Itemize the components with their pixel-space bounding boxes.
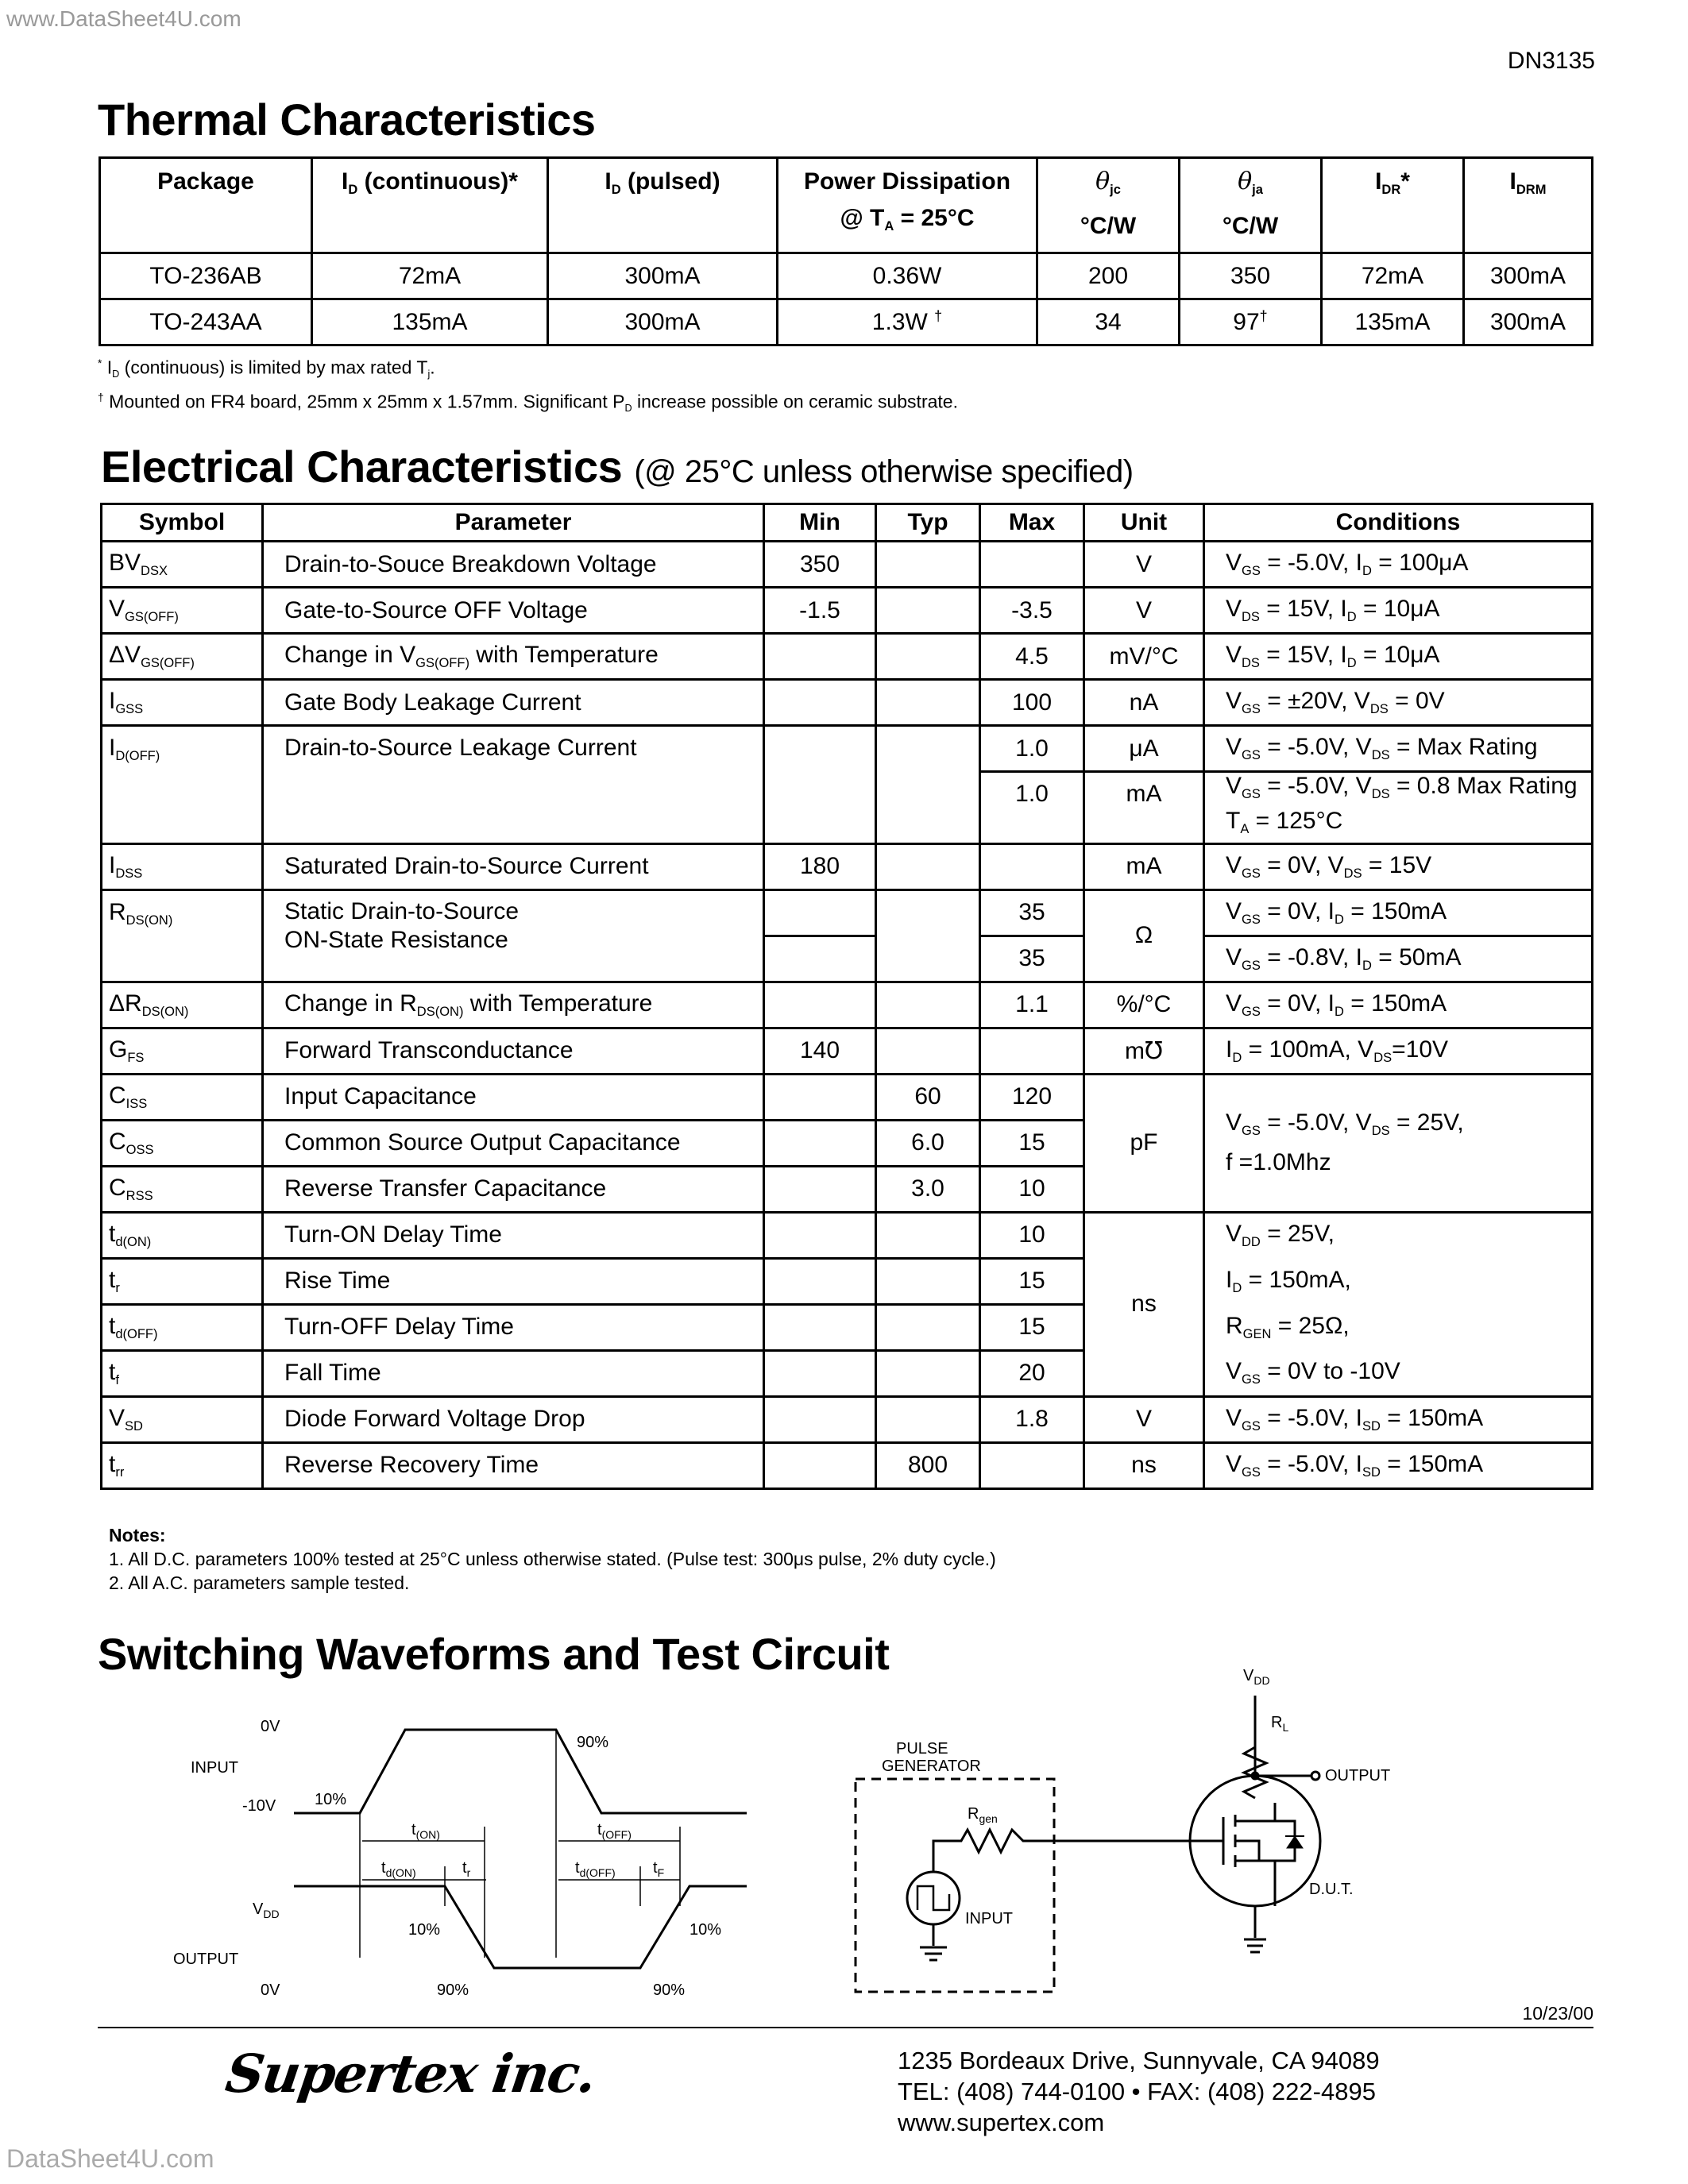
electrical-table <box>100 503 1593 1490</box>
footer-rule <box>98 2027 1593 2028</box>
table-row: $R_{DS(ON)}$ Static Drain-to-Source ON-State Resistance 35 Ω $V_{GS} = 0V$, $I_D = 150mA$ <box>102 889 1593 936</box>
switching-diagram <box>0 1636 1688 2009</box>
label-circuit-output: OUTPUT <box>1325 1767 1391 1785</box>
website-link[interactable]: www.supertex.com <box>898 2109 1105 2136</box>
table-row: $\Delta V_{GS(OFF)}$ Change in $V_{GS(OFF)}$ with Temperature 4.5 mV/°C $V_{DS} = 15V$, $I_D = 10\mu A$ <box>102 634 1593 680</box>
label-0v-input: 0V <box>261 1718 280 1735</box>
table-row: $\Delta R_{DS(ON)}$ Change in $R_{DS(ON)}$ with Temperature 1.1 %/°C $V_{GS} = 0V$, $I_D = 150mA$ <box>102 982 1593 1028</box>
table-row: $C_{RSS}$ Reverse Transfer Capacitance 3.0 10 <box>102 1166 1593 1212</box>
label-10pct: 10% <box>315 1791 347 1808</box>
table-row: $V_{GS(OFF)}$ Gate-to-Source OFF Voltage -1.5 -3.5 V $V_{DS} = 15V$, $I_D = 10\mu A$ <box>102 588 1593 634</box>
label-generator: GENERATOR <box>882 1758 981 1775</box>
electrical-title: Electrical Characteristics (@ 25°C unless otherwise specified) <box>101 442 1134 492</box>
phone-fax: TEL: (408) 744-0100 • FAX: (408) 222-4895 <box>898 2078 1376 2105</box>
label-tf: $t_F$ <box>653 1859 665 1879</box>
table-row: $G_{FS}$ Forward Transconductance 140 m℧ $I_D = 100mA$, $V_{DS}=10V$ <box>102 1028 1593 1074</box>
table-row: $t_r$ Rise Time 15 $I_D = 150mA$, <box>102 1258 1593 1304</box>
table-row: $I_{D(OFF)}$ Drain-to-Source Leakage Current 1.0 μA $V_{GS} = -5.0V$, $V_{DS}$ = Max Rating <box>102 726 1593 772</box>
th-power: Power Dissipation @ $T_A = 25^\circ C$ <box>778 158 1037 253</box>
watermark-bottom: DataSheet4U.com <box>6 2144 214 2173</box>
label-vdd-wave: $V_{DD}$ <box>253 1900 280 1920</box>
table-row: $I_{GSS}$ Gate Body Leakage Current 100 nA $V_{GS} = \pm 20V$, $V_{DS} = 0V$ <box>102 680 1593 726</box>
table-row: $t_{d(OFF)}$ Turn-OFF Delay Time 15 $R_{GEN} = 25\Omega$, <box>102 1304 1593 1350</box>
thermal-table <box>98 156 1593 346</box>
label-gen-input: INPUT <box>965 1910 1013 1927</box>
table-row: $t_f$ Fall Time 20 $V_{GS} = 0V$ to -10V <box>102 1350 1593 1396</box>
address: 1235 Bordeaux Drive, Sunnyvale, CA 94089 <box>898 2047 1380 2074</box>
label-0v-output: 0V <box>261 1981 280 1999</box>
thermal-notes: * $I_D$ (continuous) is limited by max rated $T_j$. † Mounted on FR4 board, 25mm x 25mm x 1.57mm. Significant $P_D$ increase possible on ceramic substrate. <box>98 357 958 415</box>
label-tdoff: $t_{d(OFF)}$ <box>575 1859 616 1879</box>
label-tdon: $t_{d(ON)}$ <box>381 1859 416 1879</box>
label-90pct-out-l: 90% <box>437 1981 469 1999</box>
output-waveform <box>294 1886 747 1968</box>
label-toff: $t_{(OFF)}$ <box>597 1821 632 1841</box>
table-row: 1.0 mA $V_{GS} = -5.0V$, $V_{DS} = 0.8$ Max Rating $T_A = 125^\circ C$ <box>102 772 1593 844</box>
table-row: $t_{rr}$ Reverse Recovery Time 800 ns $V_{GS} = -5.0V$, $I_{SD} = 150mA$ <box>102 1442 1593 1488</box>
switching-title: Switching Waveforms and Test Circuit <box>98 1629 890 1679</box>
table-row: $C_{ISS}$ Input Capacitance 60 120 pF $V_{GS} = -5.0V$, $V_{DS} = 25V$, f =1.0Mhz <box>102 1074 1593 1120</box>
label-rgen: $R_{gen}$ <box>968 1805 998 1825</box>
supertex-logo: Supertex inc. <box>222 2043 600 2105</box>
table-row: TO-236AB 72mA 300mA 0.36W 200 350 72mA 300mA <box>100 253 1593 299</box>
table-row: $t_{d(ON)}$ Turn-ON Delay Time 10 ns $V_{DD} = 25V$, <box>102 1212 1593 1258</box>
table-header-row <box>100 158 1593 253</box>
table-row: $BV_{DSX}$ Drain-to-Souce Breakdown Voltage 350 V $V_{GS} = -5.0V$, $I_D = 100\mu A$ <box>102 542 1593 588</box>
footer-date: 10/23/00 <box>1522 2003 1593 2024</box>
label-pulse: PULSE <box>896 1740 948 1758</box>
thermal-title: Thermal Characteristics <box>98 95 596 145</box>
label-output: OUTPUT <box>173 1951 239 1968</box>
table-row: TO-243AA 135mA 300mA 1.3W † 34 97† 135mA 300mA <box>100 299 1593 345</box>
label-vdd-circuit: $V_{DD}$ <box>1243 1667 1270 1687</box>
label-rl: $R_L$ <box>1271 1714 1289 1734</box>
label-90pct-out-r: 90% <box>653 1981 686 1999</box>
th-id-pulsed: $I_D$ (pulsed) <box>548 158 778 253</box>
label-90pct: 90% <box>577 1734 609 1751</box>
label-input: INPUT <box>191 1759 238 1777</box>
contact-block <box>898 2045 1380 2138</box>
table-row: 35 $V_{GS} = -0.8V$, $I_D = 50mA$ <box>102 936 1593 982</box>
label-10pct-out-r: 10% <box>689 1921 722 1939</box>
label-ton: $t_{(ON)}$ <box>411 1821 440 1841</box>
input-waveform <box>294 1730 747 1958</box>
label-tr: $t_r$ <box>462 1859 471 1879</box>
electrical-notes: Notes: 1. All D.C. parameters 100% tested at 25°C unless otherwise stated. (Pulse test: 300μs pulse, 2% duty cycle.) 2. All A.C. parameters sample tested. <box>109 1525 996 1593</box>
table-row: $I_{DSS}$ Saturated Drain-to-Source Current 180 mA $V_{GS} = 0V$, $V_{DS} = 15V$ <box>102 843 1593 889</box>
label-10pct-out-l: 10% <box>408 1921 441 1939</box>
th-idr: $I_{DR}*$ <box>1322 158 1464 253</box>
watermark-top: www.DataSheet4U.com <box>6 6 241 31</box>
doc-id: DN3135 <box>1507 48 1595 74</box>
th-id-cont: $I_D$ (continuous)* <box>312 158 548 253</box>
table-row: $V_{SD}$ Diode Forward Voltage Drop 1.8 V $V_{GS} = -5.0V$, $I_{SD} = 150mA$ <box>102 1396 1593 1442</box>
th-idrm: $I_{DRM}$ <box>1464 158 1593 253</box>
th-theta-jc: $\theta_{jc}$ °C/W <box>1037 158 1180 253</box>
th-package: Package <box>100 158 312 253</box>
label-neg10v: -10V <box>242 1797 276 1815</box>
label-dut: D.U.T. <box>1309 1881 1354 1898</box>
table-header-row: Symbol Parameter Min Typ Max Unit Conditions <box>102 504 1593 542</box>
th-theta-ja: $\theta_{ja}$ °C/W <box>1180 158 1322 253</box>
table-row: $C_{OSS}$ Common Source Output Capacitance 6.0 15 <box>102 1120 1593 1166</box>
